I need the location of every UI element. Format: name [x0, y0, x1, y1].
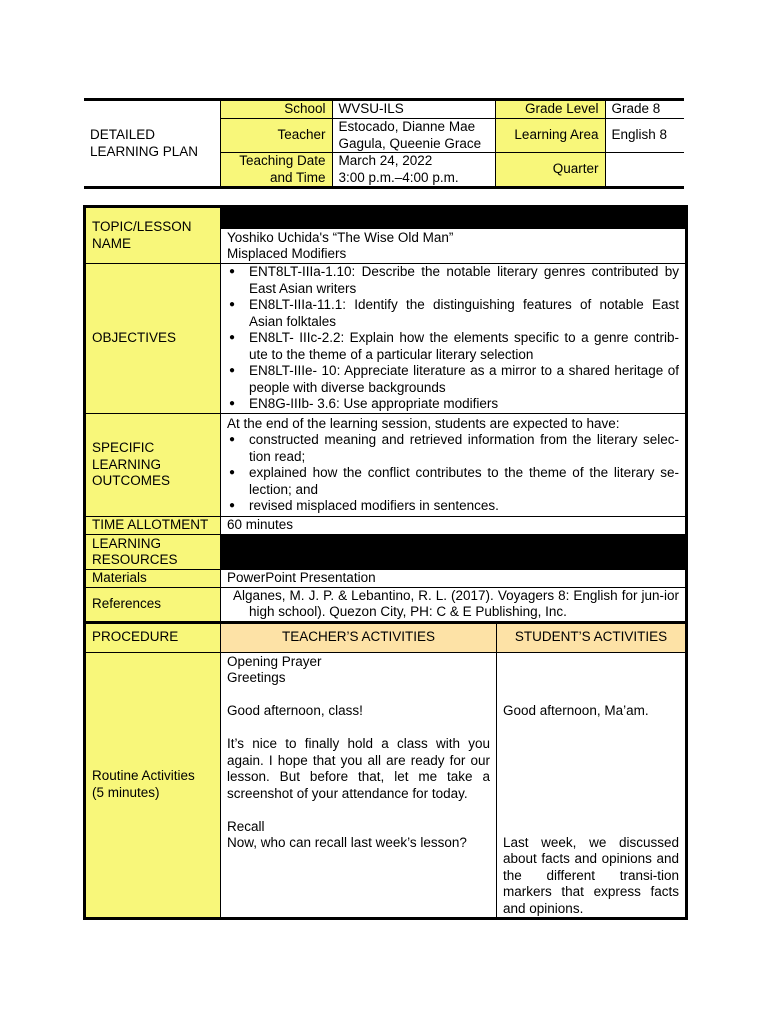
quarter-label: Quarter [495, 153, 605, 188]
objective-item: ● ENT8LT-IIIa-1.10: Describe the notable literary genres contributed by East Asian writers [227, 264, 679, 297]
outcomes-label: SPECIFIC LEARNING OUTCOMES [85, 414, 221, 517]
student-activities-header: STUDENT’S ACTIVITIES [497, 622, 687, 652]
routine-student-activities [497, 652, 687, 919]
teaching-date-label: Teaching Date and Time [220, 153, 332, 188]
procedure-label: PROCEDURE [85, 622, 221, 652]
teacher-greeting: Good afternoon, class! [227, 703, 363, 718]
objective-item: ● EN8LT- IIIc-2.2: Explain how the elements specific to a genre contrib-ute to the theme of a particular literary selection [227, 330, 679, 363]
teacher-activities-header: TEACHER’S ACTIVITIES [221, 622, 497, 652]
teacher-intro-paragraph: It’s nice to finally hold a class with you again. I hope that you all are ready for our lesson. But before that, let me take a screenshot of your attendance for today. [227, 736, 490, 801]
topic-header-bar [221, 207, 687, 229]
outcome-item: ● constructed meaning and retrieved information from the literary selec-tion read; [227, 432, 679, 465]
student-recall-answer: Last week, we discussed about facts and opinions and the different transi-tion markers that express facts and opinions. [503, 834, 679, 916]
outcome-item: ● revised misplaced modifiers in sentences. [227, 498, 679, 515]
quarter-value [605, 153, 684, 188]
objectives-label: OBJECTIVES [85, 264, 221, 414]
teaching-date-value: March 24, 2022 3:00 p.m.–4:00 p.m. [332, 153, 495, 188]
lesson-plan-main-table [83, 205, 688, 920]
grade-level-value: Grade 8 [605, 100, 684, 119]
outcomes-intro: At the end of the learning session, students are expected to have: [227, 415, 620, 431]
references-label: References [85, 587, 221, 622]
teacher-value: Estocado, Dianne Mae Gagula, Queenie Grace [332, 119, 495, 153]
greetings: Greetings [227, 670, 286, 685]
teacher-label: Teacher [220, 119, 332, 153]
routine-activities-label: Routine Activities (5 minutes) [85, 652, 221, 919]
objectives-list [221, 264, 687, 414]
routine-teacher-activities [221, 652, 497, 919]
recall-question: Now, who can recall last week’s lesson? [227, 835, 467, 850]
recall-heading: Recall [227, 818, 265, 834]
lesson-plan-header-table [84, 98, 684, 189]
school-label: School [220, 100, 332, 119]
learning-resources-bar [221, 535, 687, 570]
opening-prayer: Opening Prayer [227, 653, 322, 669]
student-greeting: Good afternoon, Ma’am. [503, 703, 649, 718]
learning-area-label: Learning Area [495, 119, 605, 153]
references-value: Alganes, M. J. P. & Lebantino, R. L. (2017). Voyagers 8: English for jun-ior high school). Quezon City, PH: C & E Publishing, Inc. [221, 587, 687, 622]
learning-resources-label: LEARNING RESOURCES [85, 535, 221, 570]
topic-value: Yoshiko Uchida's “The Wise Old Man” Misplaced Modifiers [221, 229, 687, 264]
objective-item: ● EN8LT-IIIe- 10: Appreciate literature as a mirror to a shared heritage of people with diverse backgrounds [227, 363, 679, 396]
grade-level-label: Grade Level [495, 100, 605, 119]
outcomes-content [221, 414, 687, 517]
outcome-item: ● explained how the conflict contributes to the theme of the literary se-lection; and [227, 465, 679, 498]
objective-item: ● EN8G-IIIb- 3.6: Use appropriate modifiers [227, 396, 679, 413]
plan-title: DETAILED LEARNING PLAN [84, 100, 220, 188]
school-value: WVSU-ILS [332, 100, 495, 119]
time-allotment-value: 60 minutes [221, 517, 687, 535]
materials-value: PowerPoint Presentation [221, 570, 687, 588]
time-allotment-label: TIME ALLOTMENT [85, 517, 221, 535]
learning-area-value: English 8 [605, 119, 684, 153]
materials-label: Materials [85, 570, 221, 588]
topic-label: TOPIC/LESSON NAME [85, 207, 221, 264]
objective-item: ● EN8LT-IIIa-11.1: Identify the distinguishing features of notable East Asian folktales [227, 297, 679, 330]
